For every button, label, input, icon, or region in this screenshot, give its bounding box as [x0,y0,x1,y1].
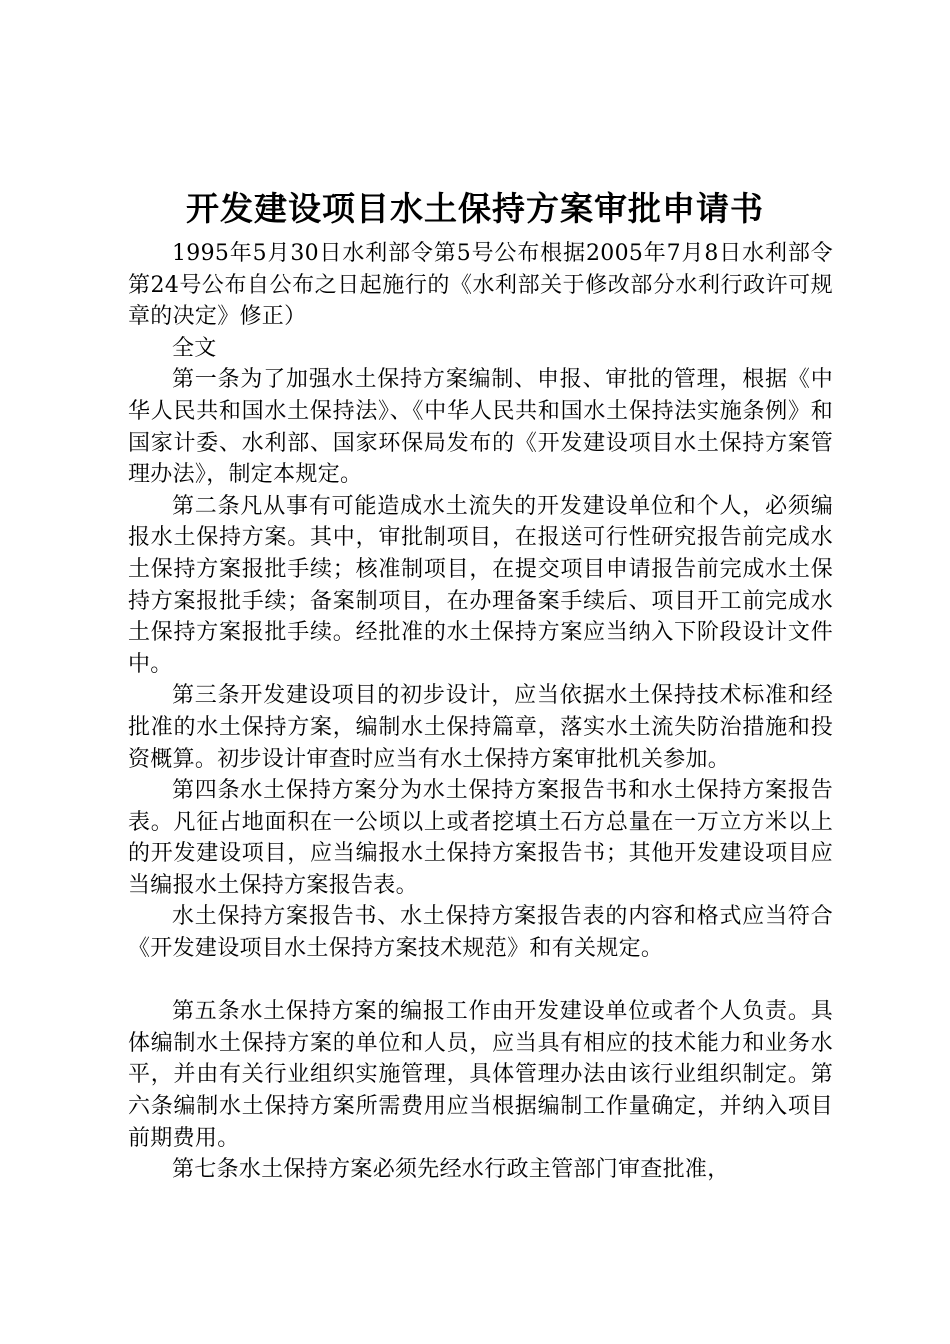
paragraph-article-1: 第一条为了加强水土保持方案编制、申报、审批的管理，根据《中华人民共和国水土保持法》、《中华人民共和国水土保持法实施条例》和国家计委、水利部、国家环保局发布的《开发建设项目水土保持方案管理办法》，制定本规定。 [128,367,833,488]
paragraph-article-4-format: 水土保持方案报告书、水土保持方案报告表的内容和格式应当符合《开发建设项目水土保持方案技术规范》和有关规定。 [128,904,833,962]
paragraph-article-3: 第三条开发建设项目的初步设计，应当依据水土保持技术标准和经批准的水土保持方案，编制水土保持篇章，落实水土流失防治措施和投资概算。初步设计审查时应当有水土保持方案审批机关参加。 [128,683,833,772]
document-title: 开发建设项目水土保持方案审批申请书 [186,189,764,228]
paragraph-fulltext-label: 全文 [172,335,217,361]
paragraph-article-7: 第七条水土保持方案必须先经水行政主管部门审查批准， [172,1157,730,1183]
paragraph-article-4: 第四条水土保持方案分为水土保持方案报告书和水土保持方案报告表。凡征占地面积在一公顷以上或者挖填土石方总量在一万立方米以上的开发建设项目，应当编报水土保持方案报告书；其他开发建设项目应当编报水土保持方案报告表。 [128,778,833,898]
paragraph-article-2: 第二条凡从事有可能造成水土流失的开发建设单位和个人，必须编报水土保持方案。其中，审批制项目，在报送可行性研究报告前完成水土保持方案报批手续；核准制项目，在提交项目申请报告前完成水土保持方案报批手续；备案制项目，在办理备案手续后、项目开工前完成水土保持方案报批手续。经批准的水土保持方案应当纳入下阶段设计文件中。 [128,493,833,677]
paragraph-article-5-6: 第五条水土保持方案的编报工作由开发建设单位或者个人负责。具体编制水土保持方案的单位和人员，应当具有相应的技术能力和业务水平，并由有关行业组织实施管理，具体管理办法由该行业组织制定。第六条编制水土保持方案所需费用应当根据编制工作量确定，并纳入项目前期费用。 [128,999,833,1151]
blank-line [128,965,833,997]
document-body [128,238,833,1186]
paragraph-preamble: 1995年5月30日水利部令第5号公布根据2005年7月8日水利部令第24号公布自公布之日起施行的《水利部关于修改部分水利行政许可规章的决定》修正） [128,241,833,330]
